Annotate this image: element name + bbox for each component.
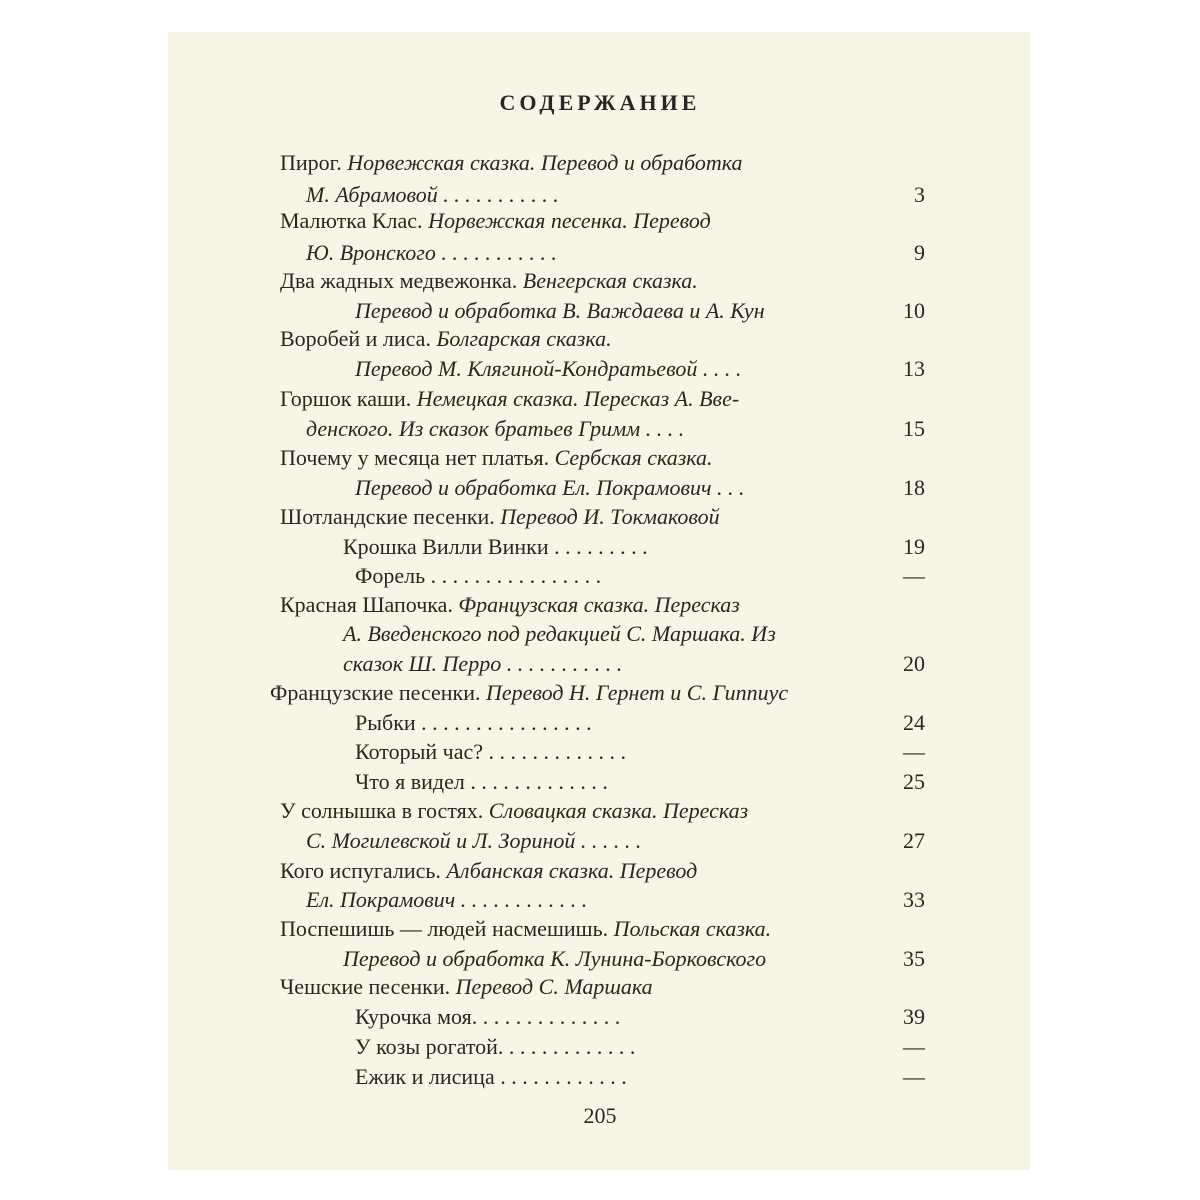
toc-entry [0, 384, 1200, 414]
toc-entry-text [280, 384, 739, 414]
toc-entry-page: 9 [914, 240, 925, 265]
toc-entry-credit: денского. Из сказок братьев Гримм . . . . [306, 416, 685, 441]
toc-entry-title: Поспешишь — людей насмешишь. [280, 916, 614, 941]
toc-entry-credit: Болгарская сказка. [436, 326, 612, 351]
toc-entry-text [280, 206, 711, 236]
toc-entry [0, 914, 1200, 944]
toc-entry-text [280, 502, 720, 532]
toc-entry-page: 10 [903, 298, 925, 323]
toc-entry [0, 324, 1200, 354]
toc-entry-text [355, 561, 601, 591]
toc-entry-credit: С. Могилевской и Л. Зориной . . . . . . [306, 828, 642, 853]
toc-entry-page: 19 [903, 534, 925, 559]
toc-entry-text [355, 1062, 627, 1092]
toc-entry-text [343, 532, 648, 562]
toc-entry [0, 796, 1200, 826]
toc-entry [0, 708, 1200, 738]
toc-entry-title: Красная Шапочка. [280, 592, 459, 617]
toc-entry-credit: А. Введенского под редакцией С. Маршака. Из [343, 621, 776, 646]
toc-entry-title: Ежик и лисица . . . . . . . . . . . . [355, 1064, 627, 1089]
toc-entry-title: Курочка моя. . . . . . . . . . . . . . [355, 1004, 621, 1029]
toc-entry-text [355, 708, 592, 738]
toc-entry-credit: Французская сказка. Пересказ [458, 592, 740, 617]
toc-entry [0, 238, 1200, 268]
toc-entry-title: Пирог. [280, 150, 348, 175]
toc-entry-credit: Немецкая сказка. Пересказ А. Вве- [416, 386, 740, 411]
toc-entry-page: 13 [903, 356, 925, 381]
toc-entry-title: У солнышка в гостях. [280, 798, 489, 823]
toc-entry [0, 532, 1200, 562]
toc-entry-text [280, 914, 771, 944]
toc-entry-text [355, 354, 741, 384]
page-title: СОДЕРЖАНИЕ [499, 90, 701, 115]
toc-entry [0, 502, 1200, 532]
toc-entry [0, 266, 1200, 296]
toc-entry-page: — [903, 1034, 925, 1059]
toc-entry-title: Горшок каши. [280, 386, 417, 411]
toc-entry-credit: Ел. Покрамович . . . . . . . . . . . . [306, 887, 588, 912]
toc-entry [0, 354, 1200, 384]
toc-entry-credit: Перевод И. Токмаковой [500, 504, 720, 529]
toc-entry [0, 885, 1200, 915]
toc-entry-page: 27 [903, 828, 925, 853]
toc-entry [0, 443, 1200, 473]
toc-entry-text [343, 944, 766, 974]
toc-entry-text [280, 324, 612, 354]
toc-entry-text [355, 1002, 620, 1032]
toc-entry-credit: Перевод и обработка К. Лунина-Борковского [343, 946, 767, 971]
toc-entry-page: 15 [903, 416, 925, 441]
toc-entry-text [280, 590, 740, 620]
toc-entry-text [280, 972, 653, 1002]
toc-entry-title: Малютка Клас. [280, 208, 429, 233]
toc-entry-credit: Венгерская сказка. [522, 268, 698, 293]
toc-entry-page: 20 [903, 651, 925, 676]
toc-entry-page: — [903, 1064, 925, 1089]
toc-entry-text [280, 443, 713, 473]
toc-entry-title: Два жадных медвежонка. [280, 268, 523, 293]
toc-entry-page: 3 [914, 182, 925, 207]
toc-entry-credit: М. Абрамовой . . . . . . . . . . . [306, 182, 559, 207]
toc-entry-page: 18 [903, 475, 925, 500]
toc-entry-page: 35 [903, 946, 925, 971]
toc-entry [0, 649, 1200, 679]
toc-entry-text [306, 826, 641, 856]
toc-entry-title: Рыбки . . . . . . . . . . . . . . . . [355, 710, 592, 735]
toc-entry [0, 1002, 1200, 1032]
toc-entry-credit: Польская сказка. [613, 916, 772, 941]
toc-entry-credit: Перевод и обработка В. Важдаева и А. Кун [355, 298, 765, 323]
toc-entry-text [280, 796, 748, 826]
toc-entry-title: Что я видел . . . . . . . . . . . . . [355, 769, 608, 794]
toc-entry-title: Шотландские песенки. [280, 504, 501, 529]
toc-entry-text [355, 1032, 635, 1062]
toc-entry-text [280, 148, 743, 178]
toc-entry-text [306, 238, 557, 268]
toc-entry-title: Французские песенки. [270, 680, 486, 705]
toc-entry [0, 737, 1200, 767]
toc-entry-title: Почему у месяца нет платья. [280, 445, 555, 470]
toc-entry-text [355, 296, 765, 326]
toc-entry [0, 590, 1200, 620]
toc-entry [0, 856, 1200, 886]
toc-entry-text [355, 737, 626, 767]
toc-entry-page: 24 [903, 710, 925, 735]
toc-entry-credit: Албанская сказка. Перевод [446, 858, 698, 883]
toc-entry-credit: Норвежская сказка. Перевод и обработка [347, 150, 743, 175]
toc-entry-text [343, 619, 776, 649]
toc-entry [0, 414, 1200, 444]
toc-entry-page: 33 [903, 887, 925, 912]
toc-entry [0, 148, 1200, 178]
toc-entry-text [355, 767, 608, 797]
toc-entry-title: Форель . . . . . . . . . . . . . . . . [355, 563, 602, 588]
toc-entry-credit: Перевод С. Маршака [455, 974, 653, 999]
toc-entry-text [343, 649, 622, 679]
toc-entry-title: Кого испугались. [280, 858, 447, 883]
toc-entry-credit: Перевод и обработка Ел. Покрамович . . . [355, 475, 745, 500]
toc-entry [0, 944, 1200, 974]
toc-entry-page: 25 [903, 769, 925, 794]
toc-entry-page: 39 [903, 1004, 925, 1029]
toc-entry-credit: Сербская сказка. [554, 445, 713, 470]
toc-entry [0, 972, 1200, 1002]
toc-entry-text [306, 414, 684, 444]
toc-entry-page: — [903, 563, 925, 588]
toc-entry-title: Крошка Вилли Винки . . . . . . . . . [343, 534, 648, 559]
toc-entry-credit: Словацкая сказка. Пересказ [488, 798, 749, 823]
toc-entry-title: У козы рогатой. . . . . . . . . . . . . [355, 1034, 636, 1059]
toc-entry [0, 296, 1200, 326]
toc-entry-text [306, 885, 587, 915]
toc-entry-title: Воробей и лиса. [280, 326, 437, 351]
toc-entry-text [355, 473, 745, 503]
toc-entry [0, 1032, 1200, 1062]
toc-entry [0, 473, 1200, 503]
toc-entry [0, 826, 1200, 856]
toc-entry-credit: Ю. Вронского . . . . . . . . . . . [306, 240, 557, 265]
toc-entry-text [280, 266, 698, 296]
toc-entry [0, 561, 1200, 591]
toc-entry-text [280, 856, 697, 886]
toc-entry-credit: Норвежская песенка. Перевод [428, 208, 711, 233]
page-number: 205 [583, 1103, 617, 1128]
toc-entry [0, 678, 1200, 708]
toc-entry-text [270, 678, 788, 708]
toc-entry-page: — [903, 739, 925, 764]
toc-entry-title: Чешские песенки. [280, 974, 456, 999]
toc-entry [0, 767, 1200, 797]
toc-entry-title: Который час? . . . . . . . . . . . . . [355, 739, 627, 764]
toc-entry [0, 206, 1200, 236]
toc-entry [0, 1062, 1200, 1092]
toc-entry-credit: Перевод М. Клягиной-Кондратьевой . . . . [355, 356, 742, 381]
toc-entry-credit: Перевод Н. Гернет и С. Гиппиус [486, 680, 789, 705]
toc-entry-credit: сказок Ш. Перро . . . . . . . . . . . [343, 651, 623, 676]
toc-entry [0, 619, 1200, 649]
